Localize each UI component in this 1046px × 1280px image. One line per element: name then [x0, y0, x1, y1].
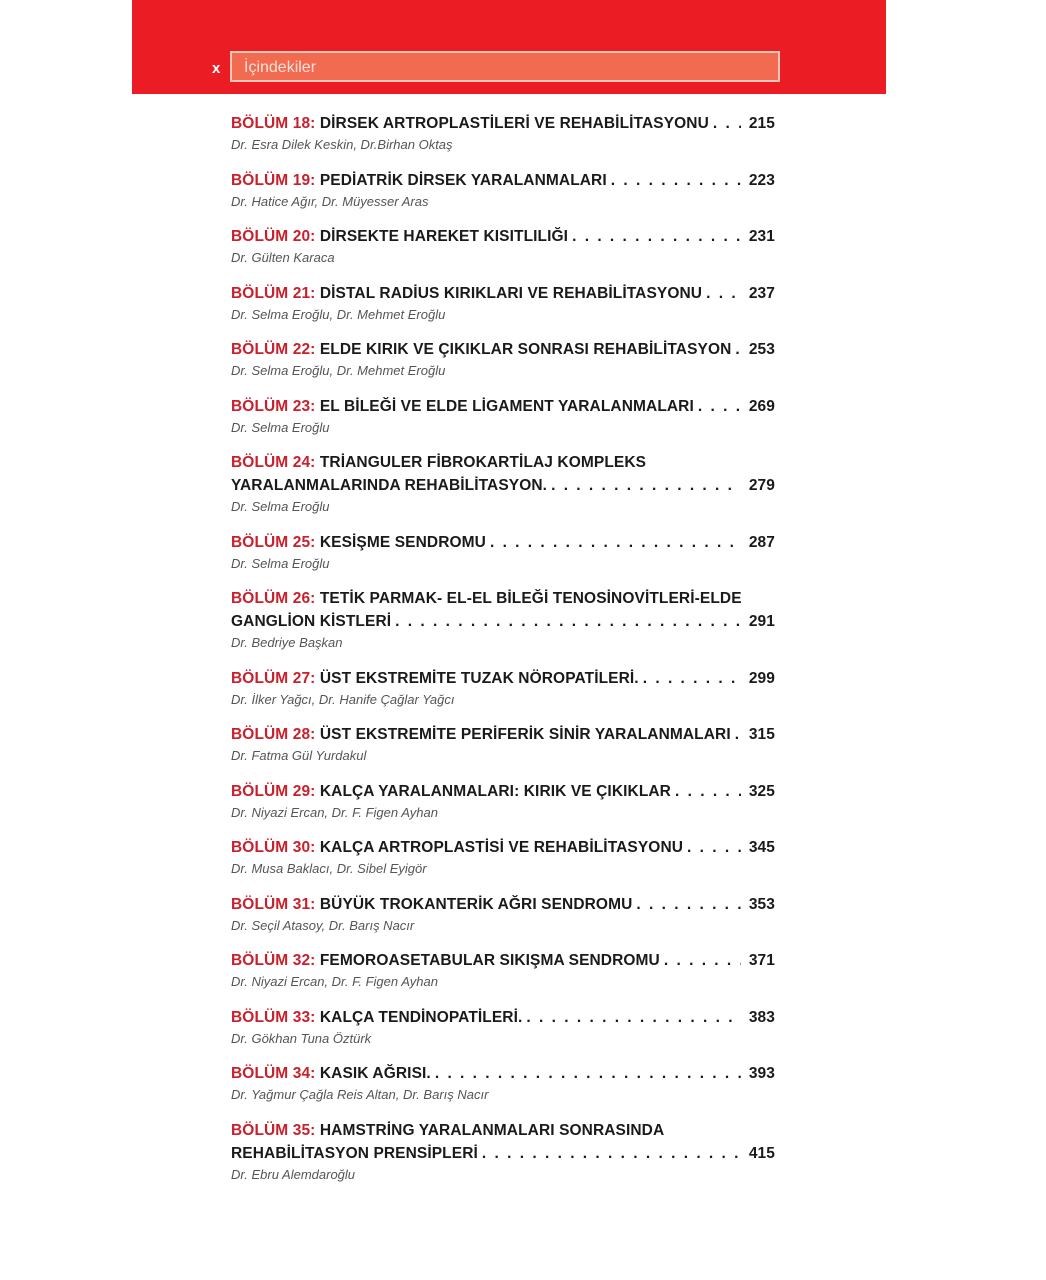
chapter-title-text: REHABİLİTASYON PRENSİPLERİ [231, 1144, 478, 1162]
chapter-label: BÖLÜM 25: [231, 533, 316, 551]
dot-leader [551, 474, 741, 497]
chapter-authors: Dr. Gökhan Tuna Öztürk [231, 1030, 372, 1046]
dot-leader [735, 338, 741, 361]
chapter-authors: Dr. Selma Eroğlu [231, 499, 330, 514]
toc-entry[interactable] [231, 282, 775, 325]
dot-leader [643, 667, 741, 690]
chapter-label: BÖLÜM 35: [231, 1121, 316, 1139]
toc-entry-title [231, 451, 775, 497]
page-reference: 287 [748, 533, 775, 551]
page-reference: 393 [748, 1065, 775, 1082]
page-reference: 415 [748, 1144, 775, 1162]
chapter-authors: Dr. Gülten Karaca [231, 250, 335, 265]
toc-entry-title [231, 112, 775, 135]
chapter-title-text: HAMSTRİNG YARALANMALARI SONRASINDA [319, 1121, 665, 1139]
page-reference: 253 [748, 341, 775, 358]
chapter-authors: Dr. Ebru Alemdaroğlu [231, 1166, 356, 1182]
chapter-title-text: TRİANGULER FİBROKARTİLAJ KOMPLEKS [319, 454, 647, 471]
chapter-label: BÖLÜM 27: [231, 669, 316, 687]
dot-leader [526, 1006, 741, 1029]
chapter-title-text: ÜST EKSTREMİTE TUZAK NÖROPATİLERİ. [319, 669, 639, 687]
dot-leader [482, 1142, 741, 1165]
dot-leader [636, 893, 741, 916]
toc-title-line [231, 531, 775, 554]
section-title: İçindekiler [244, 59, 317, 76]
toc-entry[interactable] [231, 893, 775, 936]
chapter-label: BÖLÜM 22: [231, 341, 316, 358]
chapter-authors: Dr. Bedriye Başkan [231, 635, 343, 650]
toc-title-line [231, 1006, 775, 1029]
toc-entry[interactable] [231, 338, 775, 381]
toc-entry[interactable] [231, 451, 775, 517]
page-reference: 237 [748, 284, 775, 302]
chapter-title-text: KESİŞME SENDROMU [319, 533, 486, 551]
toc-title-line [231, 282, 775, 305]
chapter-label: BÖLÜM 18: [231, 115, 316, 132]
toc-entry-title [231, 780, 775, 803]
toc-entry[interactable] [231, 531, 775, 574]
chapter-authors: Dr. Seçil Atasoy, Dr. Barış Nacır [231, 917, 415, 933]
toc-title-line [231, 474, 775, 497]
chapter-title-text: GANGLİON KİSTLERİ [231, 613, 392, 630]
chapter-title-text: DİRSEK ARTROPLASTİLERİ VE REHABİLİTASYONU [319, 115, 709, 132]
chapter-authors: Dr. Selma Eroğlu, Dr. Mehmet Eroğlu [231, 306, 446, 322]
toc-title-line [231, 1119, 775, 1142]
toc-entry-title [231, 723, 775, 746]
dot-leader [664, 949, 741, 972]
toc-title-line [231, 949, 775, 972]
chapter-label: BÖLÜM 20: [231, 228, 316, 245]
toc-entry-title [231, 225, 775, 248]
toc-entry[interactable] [231, 667, 775, 710]
toc-entry[interactable] [231, 836, 775, 879]
toc-entry[interactable] [231, 225, 775, 268]
page-reference: 353 [748, 895, 775, 913]
dot-leader [706, 282, 741, 305]
chapter-title-text: ELDE KIRIK VE ÇIKIKLAR SONRASI REHABİLİTASYON [319, 341, 732, 358]
chapter-label: BÖLÜM 30: [231, 839, 316, 856]
toc-entry-title [231, 1119, 775, 1165]
toc-title-line [231, 169, 775, 192]
chapter-authors: Dr. Selma Eroğlu, Dr. Mehmet Eroğlu [231, 363, 446, 378]
dot-leader [698, 395, 741, 418]
toc-entry-title [231, 338, 775, 361]
chapter-authors: Dr. İlker Yağcı, Dr. Hanife Çağlar Yağcı [231, 691, 455, 707]
chapter-title-text: PEDİATRİK DİRSEK YARALANMALARI [319, 171, 607, 189]
toc-title-line [231, 610, 775, 633]
page-reference: 315 [748, 726, 775, 743]
chapter-authors: Dr. Selma Eroğlu [231, 419, 330, 435]
page-reference: 345 [748, 839, 775, 856]
chapter-label: BÖLÜM 34: [231, 1065, 316, 1082]
toc-title-line [231, 225, 775, 248]
page-reference: 291 [748, 613, 775, 630]
chapter-authors: Dr. Niyazi Ercan, Dr. F. Figen Ayhan [231, 804, 438, 820]
toc-entry-title [231, 395, 775, 418]
toc-entry[interactable] [231, 1006, 775, 1049]
toc-entry-title [231, 949, 775, 972]
chapter-label: BÖLÜM 23: [231, 397, 316, 415]
dot-leader [435, 1062, 741, 1085]
toc-title-line [231, 893, 775, 916]
toc-entry-title [231, 282, 775, 305]
toc-title-line [231, 451, 775, 474]
toc-entry[interactable] [231, 169, 775, 212]
page-reference: 269 [748, 397, 775, 415]
toc-entry-title [231, 893, 775, 916]
toc-entry[interactable] [231, 1119, 775, 1185]
chapter-title-text: YARALANMALARINDA REHABİLİTASYON. [231, 477, 548, 494]
chapter-label: BÖLÜM 26: [231, 590, 316, 607]
toc-entry[interactable] [231, 112, 775, 155]
toc-title-line [231, 836, 775, 859]
toc-entry[interactable] [231, 723, 775, 766]
chapter-authors: Dr. Yağmur Çağla Reis Altan, Dr. Barış Nacır [231, 1087, 489, 1102]
chapter-label: BÖLÜM 31: [231, 895, 316, 913]
page-reference: 231 [748, 228, 775, 245]
chapter-title-text: BÜYÜK TROKANTERİK AĞRI SENDROMU [319, 895, 633, 913]
chapter-title-text: KALÇA TENDİNOPATİLERİ. [319, 1008, 523, 1026]
toc-title-line [231, 667, 775, 690]
toc-title-line [231, 1062, 775, 1085]
chapter-label: BÖLÜM 19: [231, 171, 316, 189]
toc-entry-title [231, 1006, 775, 1029]
toc-title-line [231, 112, 775, 135]
chapter-title-text: DİRSEKTE HAREKET KISITLILIĞI [319, 228, 569, 245]
toc-title-line [231, 587, 775, 610]
chapter-title-text: KALÇA YARALANMALARI: KIRIK VE ÇIKIKLAR [319, 782, 671, 800]
dot-leader [395, 610, 741, 633]
chapter-authors: Dr. Niyazi Ercan, Dr. F. Figen Ayhan [231, 974, 438, 989]
page-reference: 383 [748, 1008, 775, 1026]
chapter-label: BÖLÜM 24: [231, 454, 316, 471]
page-reference: 215 [748, 115, 775, 132]
toc-entry-title [231, 667, 775, 690]
chapter-label: BÖLÜM 28: [231, 726, 316, 743]
toc-title-line [231, 1142, 775, 1165]
dot-leader [735, 723, 741, 746]
dot-leader [490, 531, 741, 554]
page-reference: 325 [748, 782, 775, 800]
chapter-label: BÖLÜM 21: [231, 284, 316, 302]
toc-entry-title [231, 531, 775, 554]
toc-entry-title [231, 587, 775, 633]
section-title-box [230, 51, 780, 82]
chapter-title-text: KALÇA ARTROPLASTİSİ VE REHABİLİTASYONU [319, 839, 684, 856]
chapter-title-text: EL BİLEĞİ VE ELDE LİGAMENT YARALANMALARI [319, 397, 694, 415]
chapter-label: BÖLÜM 32: [231, 952, 316, 969]
chapter-title-text: FEMOROASETABULAR SIKIŞMA SENDROMU [319, 952, 660, 969]
toc-entry[interactable] [231, 780, 775, 823]
toc-title-line [231, 780, 775, 803]
toc-entry[interactable] [231, 587, 775, 653]
chapter-authors: Dr. Hatice Ağır, Dr. Müyesser Aras [231, 193, 429, 209]
chapter-label: BÖLÜM 29: [231, 782, 316, 800]
chapter-authors: Dr. Musa Baklacı, Dr. Sibel Eyigör [231, 861, 427, 876]
chapter-authors: Dr. Selma Eroğlu [231, 555, 330, 571]
chapter-authors: Dr. Fatma Gül Yurdakul [231, 748, 367, 763]
chapter-title-text: DİSTAL RADİUS KIRIKLARI VE REHABİLİTASYONU [319, 284, 703, 302]
toc-title-line [231, 338, 775, 361]
toc-title-line [231, 723, 775, 746]
chapter-title-text: KASIK AĞRISI. [319, 1065, 431, 1082]
page-number: x [212, 60, 221, 77]
toc-entry[interactable] [231, 395, 775, 438]
dot-leader [713, 112, 741, 135]
chapter-title-text: ÜST EKSTREMİTE PERİFERİK SİNİR YARALANMALARI [319, 726, 731, 743]
toc-entry[interactable] [231, 1062, 775, 1105]
chapter-title-text: TETİK PARMAK- EL-EL BİLEĞİ TENOSİNOVİTLERİ-ELDE [319, 590, 742, 607]
dot-leader [675, 780, 741, 803]
dot-leader [687, 836, 741, 859]
page-reference: 371 [748, 952, 775, 969]
dot-leader [572, 225, 741, 248]
toc-entry[interactable] [231, 949, 775, 992]
page-reference: 223 [748, 171, 775, 189]
chapter-label: BÖLÜM 33: [231, 1008, 316, 1026]
toc-title-line [231, 395, 775, 418]
toc-entry-title [231, 1062, 775, 1085]
toc-entry-title [231, 836, 775, 859]
page-reference: 279 [748, 477, 775, 494]
dot-leader [611, 169, 741, 192]
table-of-contents [231, 112, 775, 1198]
toc-entry-title [231, 169, 775, 192]
page-reference: 299 [748, 669, 775, 687]
chapter-authors: Dr. Esra Dilek Keskin, Dr.Birhan Oktaş [231, 137, 453, 152]
